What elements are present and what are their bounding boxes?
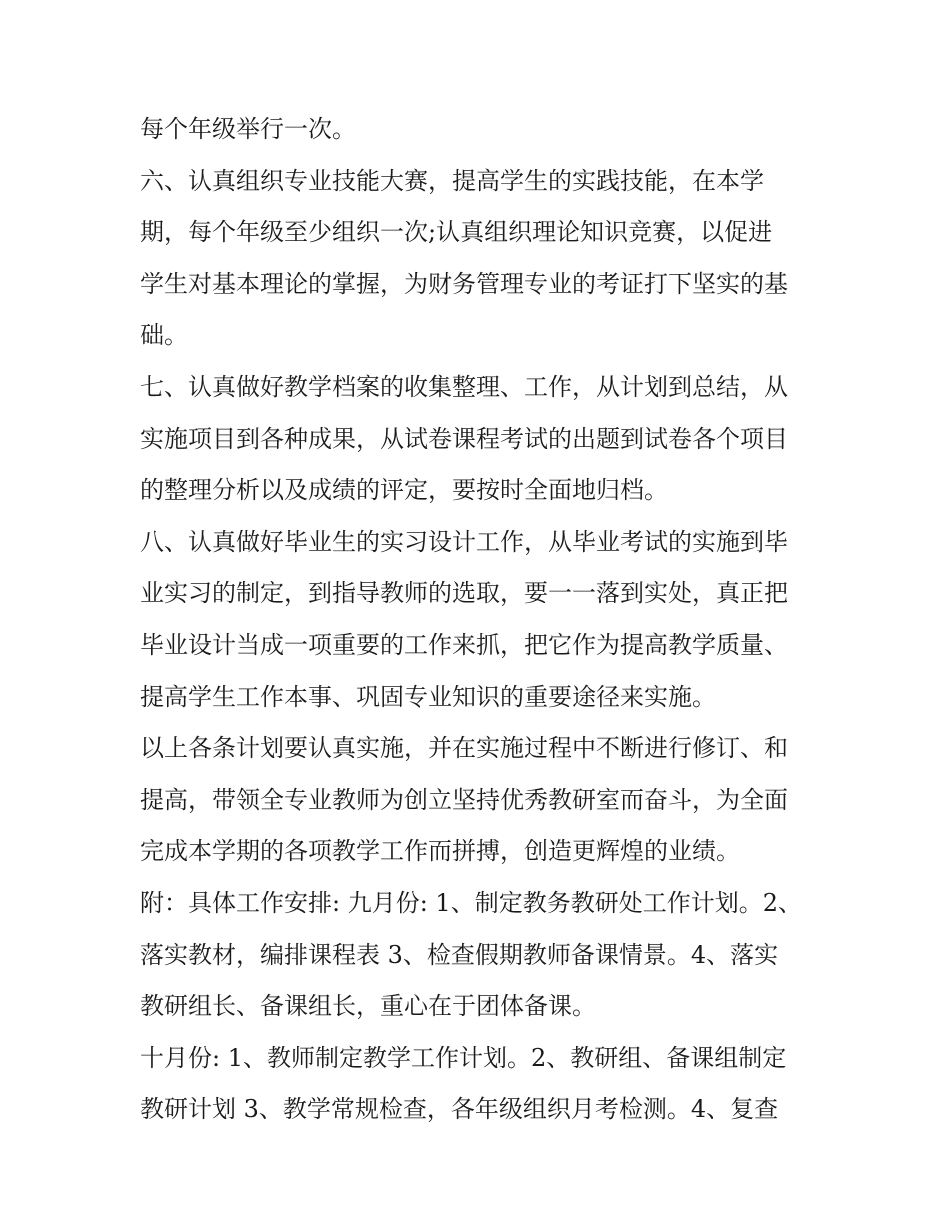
text-line: 提高学生工作本事、巩固专业知识的重要途径来实施。 [140,682,716,711]
text-line: 教研组长、备课组长，重心在于团体备课。 [140,992,596,1021]
text-line: 完成本学期的各项教学工作而拼搏，创造更辉煌的业绩。 [140,837,740,866]
text-line: 七、认真做好教学档案的收集整理、工作，从计划到总结，从 [140,372,788,401]
text-line: 以上各条计划要认真实施，并在实施过程中不断进行修订、和 [140,734,788,763]
text-line: 础。 [140,321,188,350]
text-line: 学生对基本理论的掌握，为财务管理专业的考证打下坚实的基 [140,269,788,298]
text-line: 的整理分析以及成绩的评定，要按时全面地归档。 [140,476,668,505]
text-line: 业实习的制定，到指导教师的选取，要一一落到实处，真正把 [140,579,788,608]
text-line: 实施项目到各种成果，从试卷课程考试的出题到试卷各个项目 [140,424,788,453]
document-body [140,104,820,1136]
text-line: 教研计划 3、教学常规检查，各年级组织月考检测。4、复查 [140,1095,779,1124]
text-line: 提高，带领全专业教师为创立坚持优秀教研室而奋斗，为全面 [140,785,788,814]
text-line: 十月份: 1、教师制定教学工作计划。2、教研组、备课组制定 [140,1043,787,1072]
text-line: 期，每个年级至少组织一次;认真组织理论知识竞赛，以促进 [140,218,773,247]
text-line: 八、认真做好毕业生的实习设计工作，从毕业考试的实施到毕 [140,527,788,556]
text-line: 六、认真组织专业技能大赛，提高学生的实践技能，在本学 [140,166,764,195]
text-line: 毕业设计当成一项重要的工作来抓，把它作为提高教学质量、 [140,630,788,659]
text-line: 落实教材，编排课程表 3、检查假期教师备课情景。4、落实 [140,940,779,969]
text-line: 每个年级举行一次。 [140,115,356,143]
text-line: 附：具体工作安排: 九月份: 1、制定教务教研处工作计划。2、 [140,888,802,917]
